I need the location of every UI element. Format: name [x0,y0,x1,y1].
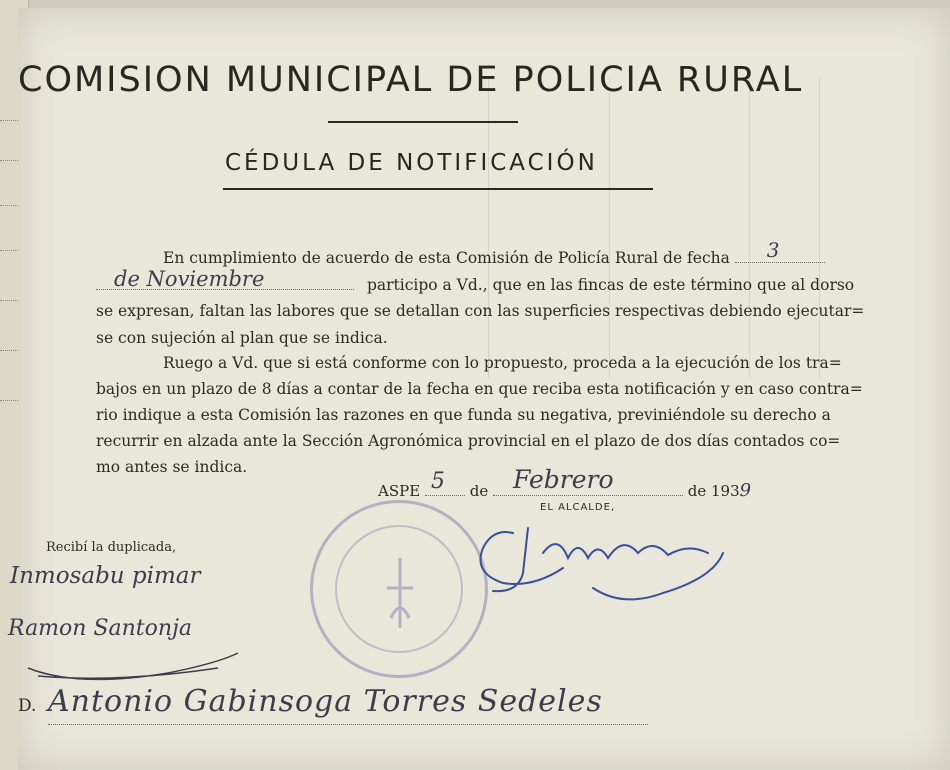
place-name: ASPE [378,482,421,500]
paragraph-1-line-1: En cumplimiento de acuerdo de esta Comisión de Policía Rural de fecha 3 [163,248,825,267]
firma-mes-handwritten: Febrero [512,465,614,494]
dateline: ASPE 5 de Febrero de 1939 [378,465,752,501]
paragraph-1-line-3: se expresan, faltan las labores que se detallan con las superficies respectivas debiendo ejecutar= [96,302,865,320]
recibi-signature-2: Ramon Santonja [8,616,193,641]
destinatario-name-handwritten: Antonio Gabinsoga Torres Sedeles [48,684,603,719]
fecha-mes-blank [96,267,354,291]
receipt-label: Recibí la duplicada, [46,540,177,555]
title-underline [328,121,518,123]
day-blank [425,469,465,496]
fecha-blank [735,238,825,263]
notification-document [8,8,950,770]
paragraph-2-line-3: rio indique a esta Comisión las razones en que funda su negativa, previniéndole su derecho a [96,406,831,424]
official-seal-stamp [310,500,488,678]
seal-emblem-icon [383,558,417,628]
year-digit-handwritten: 9 [739,480,752,501]
paragraph-2-line-1: Ruego a Vd. que si está conforme con lo propuesto, proceda a la ejecución de los tra= [163,354,842,372]
bleed-through-table [488,78,889,378]
firma-dia-handwritten: 5 [430,469,445,494]
alcalde-signature-stroke [473,513,733,608]
recibi-flourish [18,648,248,688]
paragraph-1-line-4: se con sujeción al plan que se indica. [96,329,388,347]
fecha-dia-handwritten: 3 [766,238,780,262]
paragraph-2-line-2: bajos en un plazo de 8 días a contar de la fecha en que reciba esta notificación y en caso contra= [96,380,863,398]
month-blank [493,465,683,496]
document-subtitle: CÉDULA DE NOTIFICACIÓN [225,150,598,176]
paragraph-1-line-2: de Noviembre participo a Vd., que en las fincas de este término que al dorso [96,275,854,294]
paragraph-2-line-4: recurrir en alzada ante la Sección Agronómica provincial en el plazo de dos días contados co= [96,432,841,450]
destinatario-prefix: D. [18,696,37,716]
paragraph-2-line-5: mo antes se indica. [96,458,248,476]
subtitle-underline [223,188,653,190]
recibi-signature-1: Inmosabu pimar [10,563,201,589]
fecha-mes-handwritten: de Noviembre [114,267,265,291]
document-title: COMISION MUNICIPAL DE POLICIA RURAL [18,60,804,100]
destinatario-dotted-line [48,724,648,725]
alcalde-label: EL ALCALDE, [540,502,616,513]
